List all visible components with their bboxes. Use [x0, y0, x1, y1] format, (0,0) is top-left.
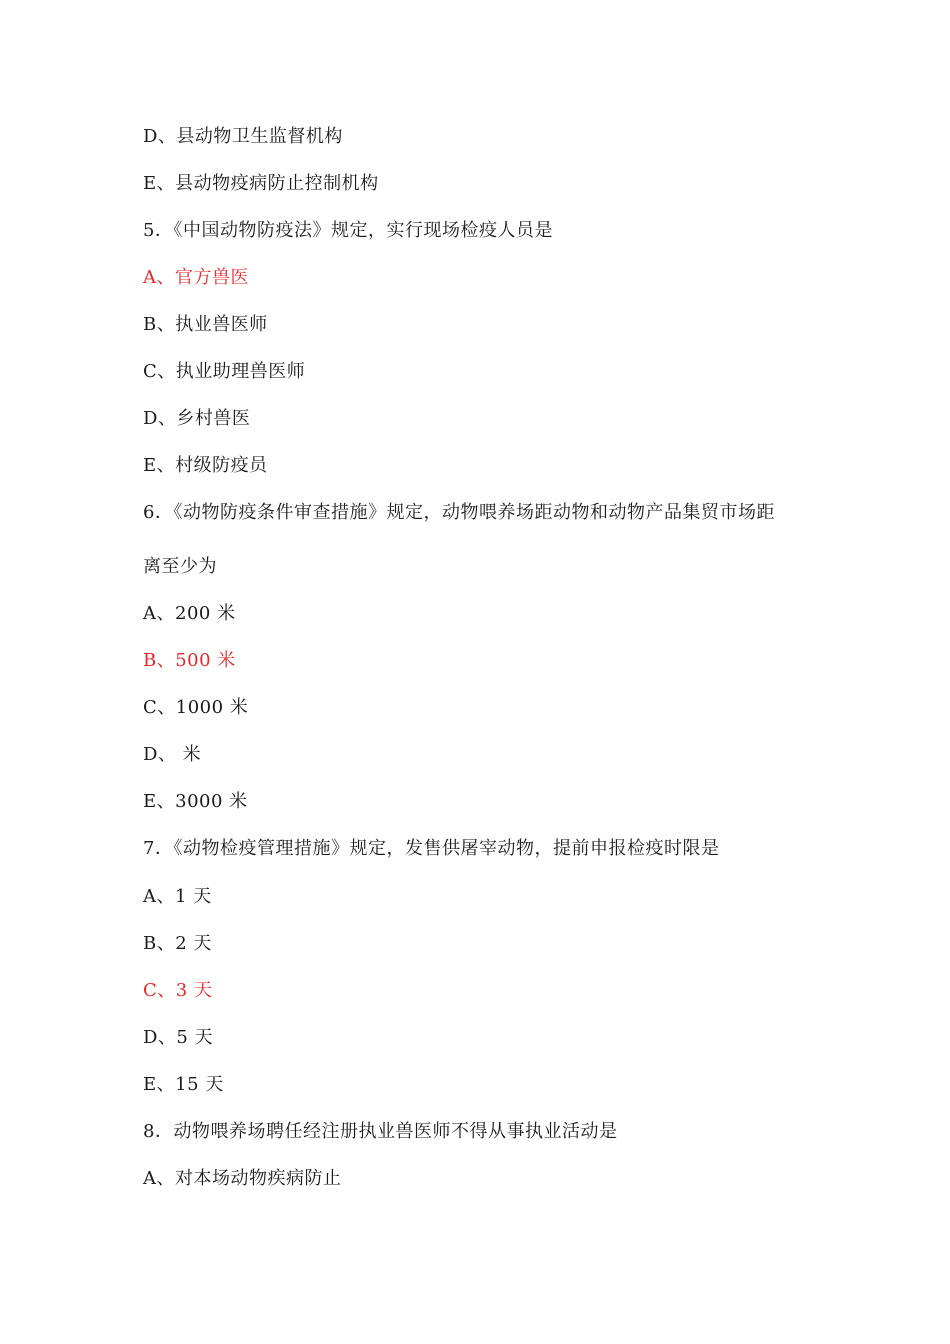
option-d-line: D、5 天	[143, 1027, 214, 1048]
option-d-line: D、县动物卫生监督机构	[143, 126, 343, 147]
option-a-line: A、对本场动物疾病防止	[143, 1168, 342, 1189]
option-c-line: C、1000 米	[143, 697, 249, 718]
option-b-line: B、2 天	[143, 933, 212, 954]
option-b-answer: B、500 米	[143, 650, 236, 671]
option-e-line: E、县动物疫病防止控制机构	[143, 173, 379, 194]
question-6-text-continued: 离至少为	[143, 556, 217, 577]
option-c-line: C、执业助理兽医师	[143, 361, 306, 382]
question-5-text: 5．《中国动物防疫法》规定，实行现场检疫人员是	[143, 220, 553, 241]
question-6-text: 6．《动物防疫条件审查措施》规定，动物喂养场距动物和动物产品集贸市场距	[143, 502, 775, 523]
option-a-answer: A、官方兽医	[143, 267, 249, 288]
option-d-line: D、乡村兽医	[143, 408, 251, 429]
question-8-text: 8．动物喂养场聘任经注册执业兽医师不得从事执业活动是	[143, 1121, 618, 1142]
option-b-line: B、执业兽医师	[143, 314, 268, 335]
question-7-text: 7．《动物检疫管理措施》规定，发售供屠宰动物，提前申报检疫时限是	[143, 838, 720, 859]
option-e-line: E、15 天	[143, 1074, 224, 1095]
option-e-line: E、村级防疫员	[143, 455, 268, 476]
option-e-line: E、3000 米	[143, 791, 248, 812]
option-c-answer: C、3 天	[143, 980, 213, 1001]
option-d-line: D、 米	[143, 744, 202, 765]
option-a-line: A、1 天	[143, 886, 212, 907]
option-a-line: A、200 米	[143, 603, 236, 624]
